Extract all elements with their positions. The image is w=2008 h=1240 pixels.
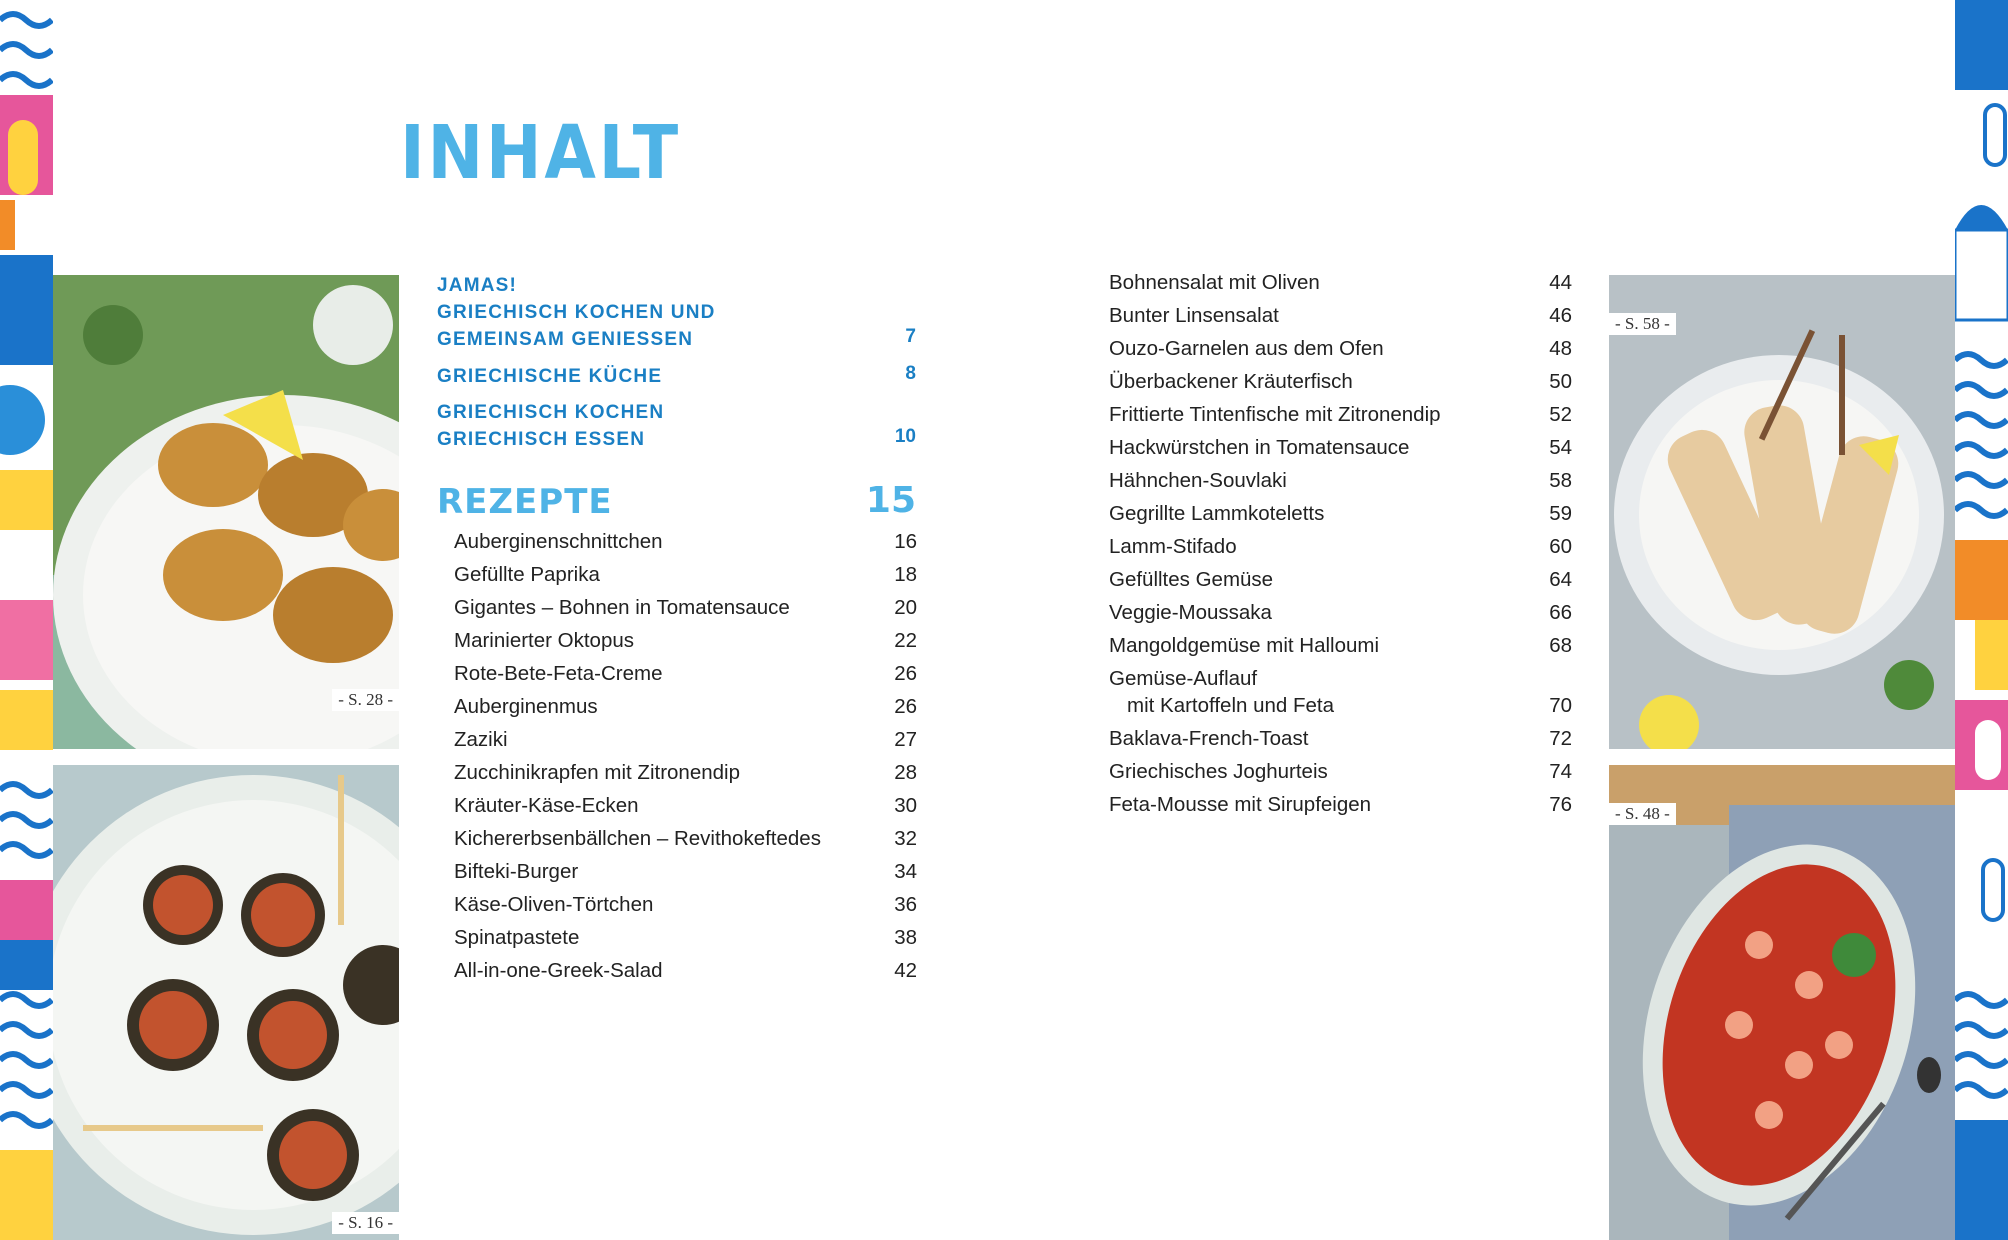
toc-entry-title: Bohnensalat mit Oliven <box>1109 271 1320 294</box>
toc-entry-page: 60 <box>1549 535 1572 558</box>
toc-entry-page: 26 <box>894 695 917 718</box>
toc-entry[interactable] <box>1109 722 1572 755</box>
toc-entry[interactable] <box>454 624 917 657</box>
toc-entry-title: Gefülltes Gemüse <box>1109 568 1274 591</box>
toc-entry[interactable] <box>454 921 917 954</box>
toc-entry-title: Gigantes – Bohnen in Tomatensauce <box>454 596 790 619</box>
toc-entry-title: Auberginenmus <box>454 695 598 718</box>
photo-chicken-souvlaki <box>1609 275 1955 749</box>
toc-entry[interactable] <box>1109 398 1572 431</box>
section-line: GRIECHISCH ESSEN <box>437 429 646 450</box>
photo-eggplant-bites <box>53 765 399 1240</box>
toc-entry[interactable] <box>454 591 917 624</box>
toc-entry-title: Gefüllte Paprika <box>454 563 600 586</box>
toc-entry[interactable] <box>1109 596 1572 629</box>
rezepte-page-number: 15 <box>865 480 916 521</box>
toc-entry-title: Zaziki <box>454 728 508 751</box>
toc-entry[interactable] <box>454 558 917 591</box>
toc-entry-page: 48 <box>1549 337 1572 360</box>
toc-entry[interactable] <box>1109 629 1572 662</box>
toc-entry-page: 22 <box>894 629 917 652</box>
toc-entry-title: Ouzo-Garnelen aus dem Ofen <box>1109 337 1384 360</box>
toc-entry-title: Lamm-Stifado <box>1109 535 1237 558</box>
decorative-border-right <box>1955 0 2008 1240</box>
toc-entry[interactable] <box>454 657 917 690</box>
toc-entry[interactable] <box>1109 365 1572 398</box>
toc-entry-title: Zucchinikrapfen mit Zitronendip <box>454 761 740 784</box>
photo-page-ref: - S. 28 - <box>332 689 399 711</box>
toc-entry-page: 54 <box>1549 436 1572 459</box>
toc-entry-title: Feta-Mousse mit Sirupfeigen <box>1109 793 1372 816</box>
photo-page-ref: - S. 48 - <box>1609 803 1676 825</box>
toc-entry-page: 32 <box>894 827 917 850</box>
toc-entry[interactable] <box>454 723 917 756</box>
toc-entry-title: Käse-Oliven-Törtchen <box>454 893 654 916</box>
toc-entry-title: Gemüse-Auflauf <box>1109 667 1258 690</box>
toc-entry-page: 28 <box>894 761 917 784</box>
toc-entry-title: Überbackener Kräuterfisch <box>1109 370 1353 393</box>
toc-entry-page: 52 <box>1549 403 1572 426</box>
toc-entry-title: Bunter Linsensalat <box>1109 304 1279 327</box>
photo-page-ref: - S. 16 - <box>332 1212 399 1234</box>
toc-entry[interactable] <box>454 690 917 723</box>
toc-entry[interactable] <box>454 789 917 822</box>
toc-entry-page: 20 <box>894 596 917 619</box>
toc-entry[interactable] <box>454 822 917 855</box>
toc-entry-page: 70 <box>1549 694 1572 717</box>
photo-page-ref: - S. 58 - <box>1609 313 1676 335</box>
toc-entry[interactable] <box>1109 530 1572 563</box>
toc-entry-page: 44 <box>1549 271 1572 294</box>
toc-entry-title: Hähnchen-Souvlaki <box>1109 469 1287 492</box>
toc-entry-page: 68 <box>1549 634 1572 657</box>
toc-entry[interactable] <box>1109 788 1572 821</box>
toc-entry[interactable] <box>1109 755 1572 788</box>
toc-entry[interactable] <box>1109 431 1572 464</box>
section-page-number: 8 <box>905 363 916 384</box>
toc-entry-title: Hackwürstchen in Tomatensauce <box>1109 436 1410 459</box>
decorative-border-left <box>0 0 53 1240</box>
toc-entry-page: 26 <box>894 662 917 685</box>
toc-entry-page: 38 <box>894 926 917 949</box>
toc-entry-title: Bifteki-Burger <box>454 860 579 883</box>
toc-entry-title: Frittierte Tintenfische mit Zitronendip <box>1109 403 1441 426</box>
section-line: GRIECHISCH KOCHEN <box>437 402 665 423</box>
toc-entry-page: 59 <box>1549 502 1572 525</box>
toc-entry[interactable] <box>454 954 917 987</box>
toc-entry-page: 46 <box>1549 304 1572 327</box>
toc-entry-page: 58 <box>1549 469 1572 492</box>
toc-entry[interactable] <box>1109 464 1572 497</box>
toc-entry-title: Marinierter Oktopus <box>454 629 635 652</box>
section-page-number: 10 <box>894 426 916 447</box>
toc-entry-title: Spinatpastete <box>454 926 580 949</box>
toc-entry[interactable] <box>1109 497 1572 530</box>
toc-entry-title: Kräuter-Käse-Ecken <box>454 794 639 817</box>
toc-entry-page: 72 <box>1549 727 1572 750</box>
toc-entry-page: 50 <box>1549 370 1572 393</box>
toc-entry[interactable] <box>1109 266 1572 299</box>
toc-entry-title: Auberginenschnittchen <box>454 530 663 553</box>
toc-entry-title: Kichererbsenbällchen – Revithokeftedes <box>454 827 821 850</box>
toc-entry-page: 74 <box>1549 760 1572 783</box>
toc-entry-page: 27 <box>894 728 917 751</box>
intro-section-essen[interactable] <box>437 399 664 453</box>
toc-entry-title: Veggie-Moussaka <box>1109 601 1272 624</box>
toc-entry[interactable] <box>1109 662 1572 722</box>
section-line: GRIECHISCH KOCHEN UND <box>437 302 716 323</box>
toc-entry-page: 30 <box>894 794 917 817</box>
toc-entry[interactable] <box>454 525 917 558</box>
toc-entry-page: 36 <box>894 893 917 916</box>
toc-entry-title: Gegrillte Lammkoteletts <box>1109 502 1325 525</box>
page-title: INHALT <box>400 110 681 196</box>
toc-entry-page: 16 <box>894 530 917 553</box>
toc-entry[interactable] <box>454 888 917 921</box>
toc-entry-title: Griechisches Joghurteis <box>1109 760 1328 783</box>
photo-ouzo-shrimp <box>1609 765 1955 1240</box>
toc-entry[interactable] <box>454 756 917 789</box>
toc-entry[interactable] <box>454 855 917 888</box>
toc-entry-page: 66 <box>1549 601 1572 624</box>
photo-zucchini-fritters <box>53 275 399 749</box>
toc-entry-page: 64 <box>1549 568 1572 591</box>
section-line: GRIECHISCHE KÜCHE <box>437 366 663 387</box>
intro-section-kueche[interactable] <box>437 363 662 390</box>
section-line: GEMEINSAM GENIESSEN <box>437 329 694 350</box>
section-line: JAMAS! <box>437 275 518 296</box>
toc-entry[interactable] <box>1109 563 1572 596</box>
toc-entry-page: 34 <box>894 860 917 883</box>
toc-entry-title: Rote-Bete-Feta-Creme <box>454 662 663 685</box>
toc-entry-page: 42 <box>894 959 917 982</box>
toc-entry-page: 18 <box>894 563 917 586</box>
section-page-number: 7 <box>905 326 916 347</box>
toc-entry-title: All-in-one-Greek-Salad <box>454 959 663 982</box>
toc-entry-title: Mangoldgemüse mit Halloumi <box>1109 634 1380 657</box>
toc-entry[interactable] <box>1109 299 1572 332</box>
toc-entry-title: Baklava-French-Toast <box>1109 727 1309 750</box>
toc-entry-page: 76 <box>1549 793 1572 816</box>
toc-entry[interactable] <box>1109 332 1572 365</box>
toc-entry-title-continued: mit Kartoffeln und Feta <box>1127 694 1335 717</box>
rezepte-heading: REZEPTE <box>437 482 613 522</box>
intro-section-jamas[interactable] <box>437 272 716 353</box>
